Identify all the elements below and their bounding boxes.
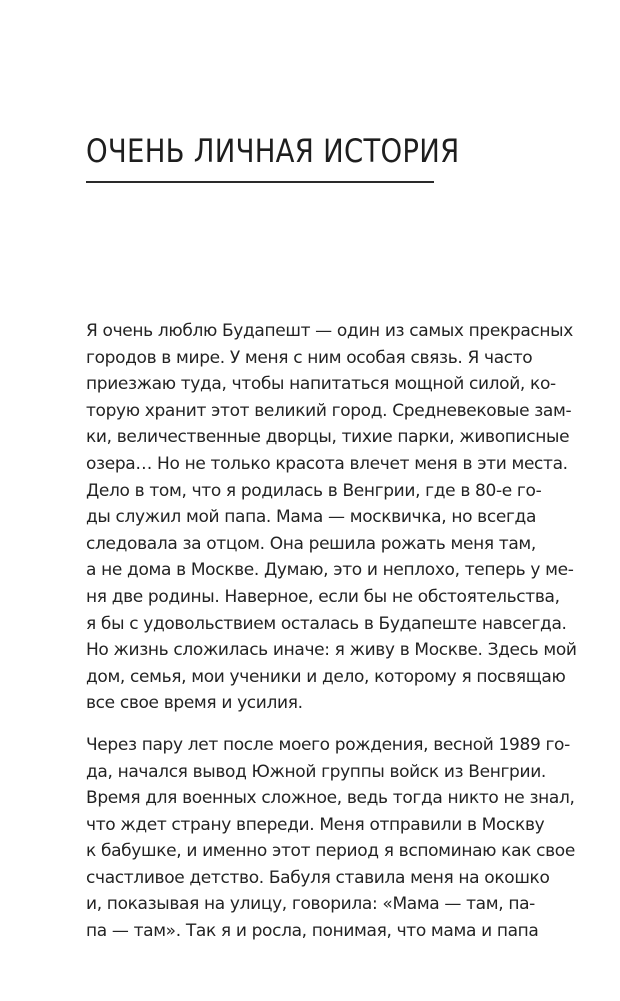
- text-line: что ждет страну впереди. Меня отправили в Москву: [86, 814, 545, 835]
- text-line: Дело в том, что я родилась в Венгрии, где в 80-е го-: [86, 480, 542, 501]
- text-line: ня две родины. Наверное, если бы не обстоятельства,: [86, 586, 560, 607]
- text-line: приезжаю туда, чтобы напитаться мощной силой, ко-: [86, 374, 556, 395]
- text-line: а не дома в Москве. Думаю, это и неплохо, теперь у ме-: [86, 560, 574, 581]
- chapter-title: ОЧЕНЬ ЛИЧНАЯ ИСТОРИЯ: [86, 132, 460, 170]
- title-underline-rule: [86, 181, 434, 183]
- text-line: ды служил мой папа. Мама — москвичка, но всегда: [86, 507, 537, 528]
- paragraph-1: [86, 318, 577, 717]
- text-line: торую хранит этот великий город. Средневековые зам-: [86, 400, 572, 421]
- text-line: и, показывая на улицу, говорила: «Мама — там, па-: [86, 894, 535, 915]
- text-line: озера… Но не только красота влечет меня в эти места.: [86, 453, 568, 474]
- text-line: дом, семья, мои ученики и дело, которому я посвящаю: [86, 666, 566, 687]
- text-line: Но жизнь сложилась иначе: я живу в Москве. Здесь мой: [86, 640, 577, 661]
- text-line: Через пару лет после моего рождения, весной 1989 го-: [86, 734, 570, 755]
- text-line: Время для военных сложное, ведь тогда никто не знал,: [86, 788, 575, 809]
- text-line: все свое время и усилия.: [86, 693, 303, 714]
- text-line: следовала за отцом. Она решила рожать меня там,: [86, 533, 536, 554]
- text-line: Я очень люблю Будапешт — один из самых прекрасных: [86, 321, 573, 341]
- chapter-body: [86, 318, 577, 960]
- text-line: счастливое детство. Бабуля ставила меня на окошко: [86, 867, 550, 888]
- text-line: ки, величественные дворцы, тихие парки, живописные: [86, 427, 570, 448]
- text-line: городов в мире. У меня с ним особая связь. Я часто: [86, 347, 533, 368]
- text-line: па — там». Так я и росла, понимая, что мама и папа: [86, 921, 539, 942]
- text-line: к бабушке, и именно этот период я вспоминаю как свое: [86, 841, 575, 862]
- text-line: я бы с удовольствием осталась в Будапеште навсегда.: [86, 613, 567, 634]
- paragraph-2: [86, 732, 575, 945]
- text-line: да, начался вывод Южной группы войск из Венгрии.: [86, 761, 546, 782]
